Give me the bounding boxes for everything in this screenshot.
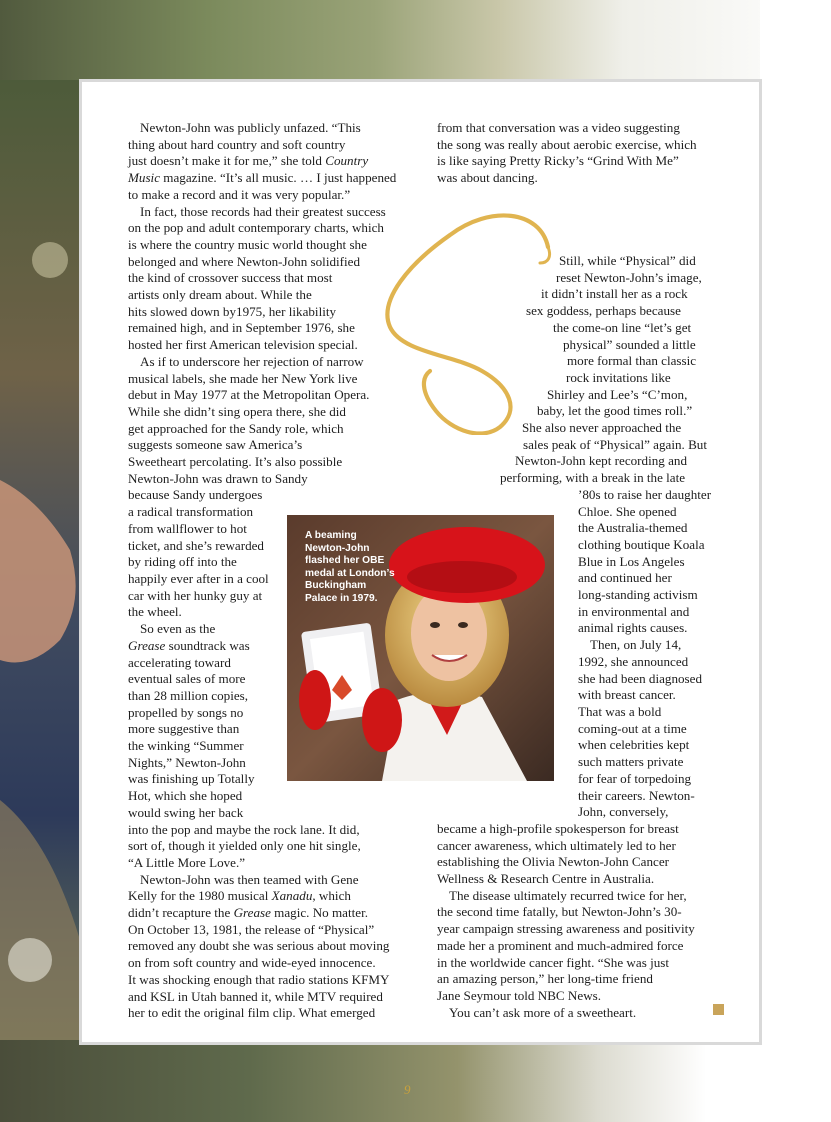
background-foliage-top xyxy=(0,0,831,90)
paragraph: The disease ultimately recurred twice for her, the second time fatally, but Newton-John’s 30- year campaign stressing awareness and positivity made her a prominent and much-admired force in the worldwide cancer fight. “She was just an amazing person,” her long-time friend Jane Seymour told NBC News. xyxy=(437,887,695,1003)
paragraph: Still, while “Physical” did reset Newton-John’s image, it didn’t install her as a rock sex goddess, perhaps because the come-on line “let’s get physical” sounded a little more formal than classic rock invitations like Shirley and Lee’s “C’mon, baby, let the good times roll.” xyxy=(526,253,702,419)
paragraph: In fact, those records had their greatest success on the pop and adult contemporary charts, which is where the country music world thought she belonged and where Newton-John solidified the kind of crossover success that most artists only dream about. While the hits slowed down by1975, her likability remained high, and in September 1976, she hosted her first American television special. xyxy=(128,203,386,353)
photo-caption: A beaming Newton-John flashed her OBE medal at London’s Buckingham Palace in 1979. xyxy=(305,530,395,604)
background-right-margin xyxy=(760,0,831,1122)
paragraph: As if to underscore her rejection of narrow musical labels, she made her New York live debut in May 1977 at the Metropolitan Opera. While she didn’t sing opera there, she did get approached for the Sandy role, which suggests someone saw America’s Sweetheart percolating. It’s also possible Newton-John was drawn to Sandy because Sandy undergoes a radical transformation from wallflower to hot ticket, and she’s rewarded by riding off into the happily ever after in a cool car with her hunky guy at the wheel. xyxy=(128,353,370,620)
paragraph: Newton-John was publicly unfazed. “This thing about hard country and soft country just doesn’t make it for me,” she told Country Music magazine. “It’s all music. … I just happened to make a record and it was very popular.” xyxy=(128,120,397,202)
page-number: 9 xyxy=(404,1082,411,1097)
paragraph: Then, on July 14, 1992, she announced she had been diagnosed with breast cancer. That was a bold coming-out at a time when celebrities kept such matters private for fear of torpedoing their careers. Newton- John, conversely, became a high-profile spokesperson for breast cancer awareness, which ultimately led to her establishing the Olivia Newton-John Cancer Wellness & Research Centre in Australia. xyxy=(437,637,702,887)
right-column xyxy=(437,120,737,187)
paragraph: So even as the Grease soundtrack was accelerating toward eventual sales of more than 28 million copies, propelled by songs no more suggestive than the winking “Summer Nights,” Newton-John was finishing up Totally Hot, which she hoped would swing her back into the pop and maybe the rock lane. It did, sort of, though it yielded only one hit single, “A Little More Love.” xyxy=(128,621,361,870)
background-figure-left xyxy=(0,80,90,1060)
background-foliage-bottom xyxy=(0,1040,831,1122)
paragraph: You can’t ask more of a sweetheart. xyxy=(449,1004,637,1020)
end-of-article-mark xyxy=(713,1004,724,1015)
paragraph: She also never approached the sales peak of “Physical” again. But Newton-John kept recording and performing, with a break in the late ’80s to raise her daughter Chloe. She opened the Australia-themed clothing boutique Koala Blue in Los Angeles and continued her long-standing activism in environmental and animal rights causes. xyxy=(500,420,712,636)
paragraph: Newton-John was then teamed with Gene Kelly for the 1980 musical Xanadu, which didn’t recapture the Grease magic. No matter. On October 13, 1981, the release of “Physical” removed any doubt she was serious about moving on from soft country and wide-eyed innocence. It was shocking enough that radio stations KFMY and KSL in Utah banned it, while MTV required her to edit the original film clip. What emerged xyxy=(128,871,390,1021)
background-arm-shape xyxy=(0,80,90,1060)
paragraph: from that conversation was a video suggesting the song was really about aerobic exercise, which is like saying Pretty Ricky’s “Grind With Me” was about dancing. xyxy=(437,120,697,186)
